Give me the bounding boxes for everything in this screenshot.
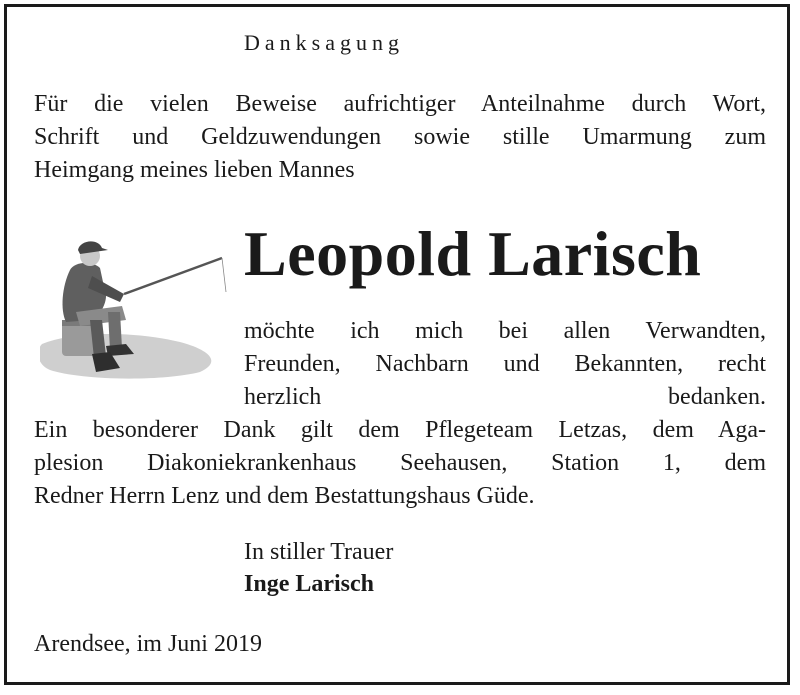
thanks-line-1: möchte ich mich bei allen Verwandten, [244, 318, 766, 344]
thanks-line-3: herzlich bedanken. [244, 384, 766, 410]
intro-line-2: Schrift und Geldzuwendungen sowie stille Umarmung zum [34, 124, 766, 150]
fisherman-icon [40, 232, 230, 382]
place-date: Arendsee, im Juni 2019 [34, 631, 262, 657]
special-thanks-line-1: Ein besonderer Dank gilt dem Pflegeteam Letzas, dem Aga- [34, 417, 766, 443]
deceased-name: Leopold Larisch [244, 218, 702, 289]
closing: In stiller Trauer [244, 539, 394, 565]
special-thanks-line-3: Redner Herrn Lenz und dem Bestattungshaus Güde. [34, 483, 535, 509]
heading: Danksagung [244, 30, 404, 55]
intro-line-1: Für die vielen Beweise aufrichtiger Anteilnahme durch Wort, [34, 91, 766, 117]
special-thanks-line-2: plesion Diakoniekrankenhaus Seehausen, Station 1, dem [34, 450, 766, 476]
thanks-line-2: Freunden, Nachbarn und Bekannten, recht [244, 351, 766, 377]
signer-name: Inge Larisch [244, 571, 375, 597]
intro-line-3: Heimgang meines lieben Mannes [34, 157, 355, 183]
